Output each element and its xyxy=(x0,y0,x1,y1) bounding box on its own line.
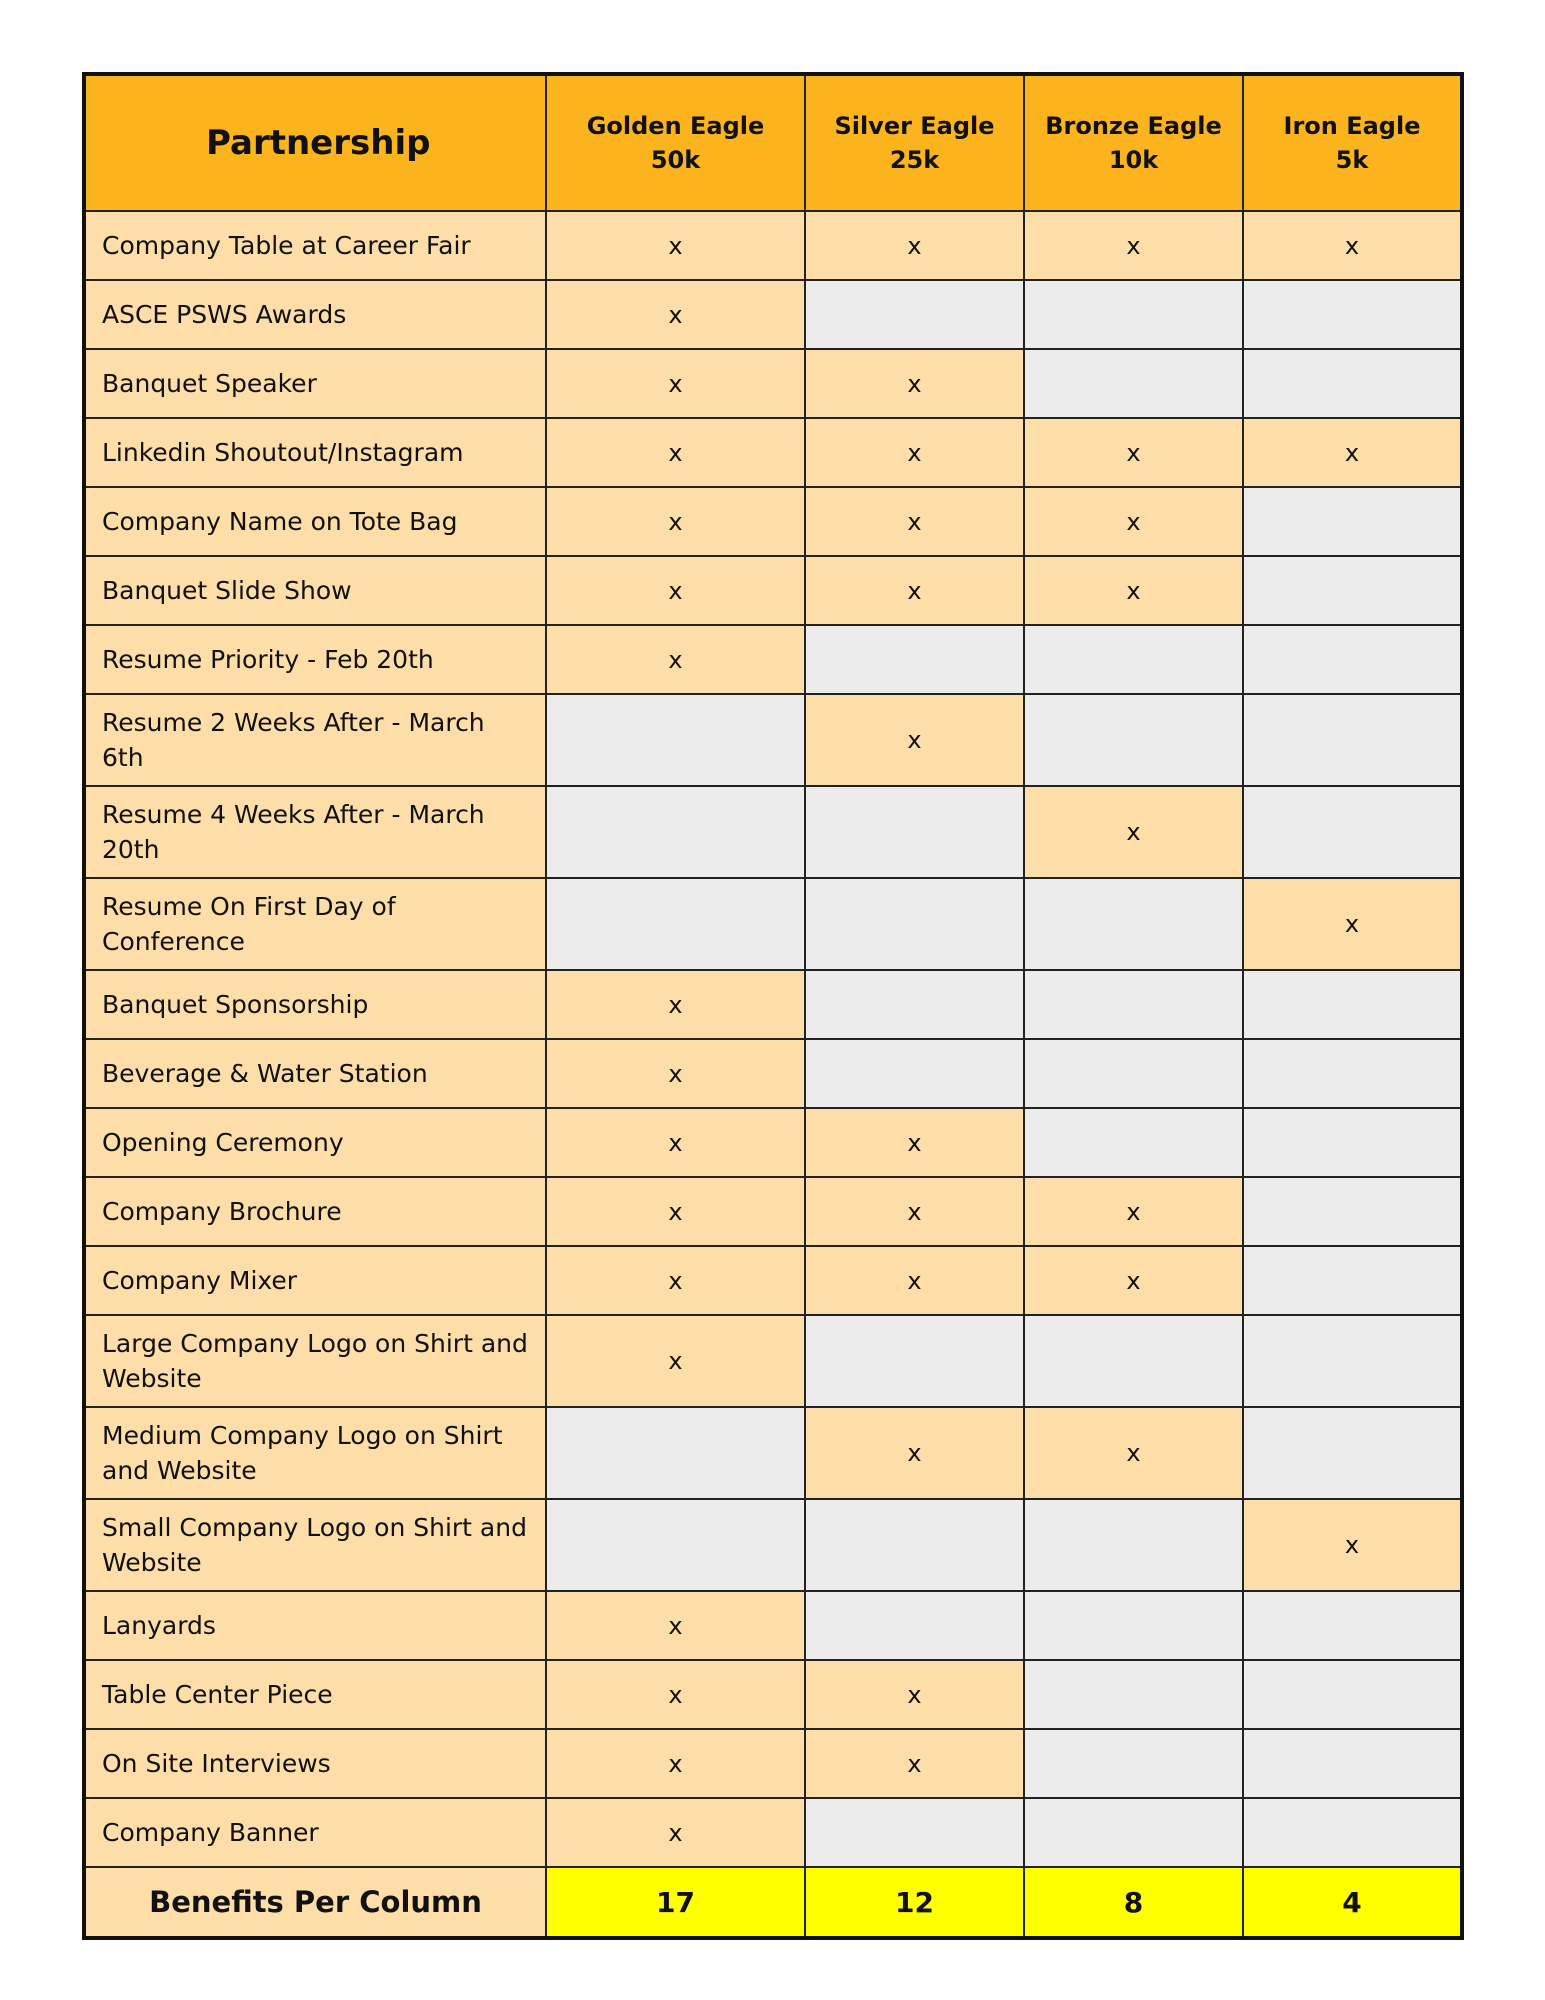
benefit-empty-cell xyxy=(805,1798,1024,1867)
benefit-label: Opening Ceremony xyxy=(84,1108,546,1177)
table-row xyxy=(84,1729,1462,1798)
benefit-empty-cell xyxy=(1243,1039,1462,1108)
benefit-included-mark: x xyxy=(1024,211,1243,280)
benefit-empty-cell xyxy=(546,1499,805,1591)
benefit-included-mark: x xyxy=(546,211,805,280)
benefit-empty-cell xyxy=(1243,1591,1462,1660)
benefit-included-mark: x xyxy=(805,1246,1024,1315)
table-row xyxy=(84,487,1462,556)
table-row xyxy=(84,1039,1462,1108)
table-row xyxy=(84,1591,1462,1660)
benefit-empty-cell xyxy=(1243,1108,1462,1177)
table-row xyxy=(84,1108,1462,1177)
benefit-label: On Site Interviews xyxy=(84,1729,546,1798)
benefit-included-mark: x xyxy=(805,487,1024,556)
benefit-rows xyxy=(84,211,1462,1867)
benefit-included-mark: x xyxy=(546,1177,805,1246)
benefit-empty-cell xyxy=(546,786,805,878)
benefit-empty-cell xyxy=(1024,970,1243,1039)
benefit-label: Company Banner xyxy=(84,1798,546,1867)
benefit-empty-cell xyxy=(805,625,1024,694)
benefit-included-mark: x xyxy=(805,1660,1024,1729)
benefit-empty-cell xyxy=(1024,878,1243,970)
table-row xyxy=(84,1798,1462,1867)
benefit-empty-cell xyxy=(1243,1246,1462,1315)
benefit-label: Company Name on Tote Bag xyxy=(84,487,546,556)
benefit-empty-cell xyxy=(546,878,805,970)
benefit-label: Beverage & Water Station xyxy=(84,1039,546,1108)
total-silver-eagle: 12 xyxy=(805,1867,1024,1938)
total-golden-eagle: 17 xyxy=(546,1867,805,1938)
benefit-empty-cell xyxy=(1024,1729,1243,1798)
benefit-empty-cell xyxy=(1243,556,1462,625)
benefit-empty-cell xyxy=(1024,1499,1243,1591)
benefit-empty-cell xyxy=(1243,1407,1462,1499)
benefit-empty-cell xyxy=(1024,1108,1243,1177)
table-row xyxy=(84,280,1462,349)
benefit-empty-cell xyxy=(805,1315,1024,1407)
benefit-label: Company Brochure xyxy=(84,1177,546,1246)
tier-amount: 25k xyxy=(889,146,940,174)
benefit-empty-cell xyxy=(1243,1177,1462,1246)
benefit-label: Medium Company Logo on Shirt and Website xyxy=(84,1407,546,1499)
tier-name: Golden Eagle xyxy=(586,112,765,140)
benefit-label: Banquet Speaker xyxy=(84,349,546,418)
benefit-included-mark: x xyxy=(1243,418,1462,487)
benefit-included-mark: x xyxy=(1024,1407,1243,1499)
benefit-empty-cell xyxy=(1243,1315,1462,1407)
total-bronze-eagle: 8 xyxy=(1024,1867,1243,1938)
benefit-included-mark: x xyxy=(805,1177,1024,1246)
header-row xyxy=(84,74,1462,211)
table-row xyxy=(84,418,1462,487)
benefit-empty-cell xyxy=(1024,349,1243,418)
benefit-label: Banquet Slide Show xyxy=(84,556,546,625)
benefit-included-mark: x xyxy=(546,1729,805,1798)
benefit-included-mark: x xyxy=(805,211,1024,280)
benefit-empty-cell xyxy=(1024,625,1243,694)
benefit-empty-cell xyxy=(1024,1039,1243,1108)
tier-amount: 50k xyxy=(650,146,701,174)
table-row xyxy=(84,1407,1462,1499)
benefit-empty-cell xyxy=(1024,1798,1243,1867)
benefit-empty-cell xyxy=(1024,1591,1243,1660)
benefit-included-mark: x xyxy=(546,487,805,556)
table-row xyxy=(84,625,1462,694)
benefit-included-mark: x xyxy=(546,1591,805,1660)
table-row xyxy=(84,556,1462,625)
benefit-included-mark: x xyxy=(805,418,1024,487)
benefit-empty-cell xyxy=(546,1407,805,1499)
benefit-included-mark: x xyxy=(546,556,805,625)
benefit-label: Company Table at Career Fair xyxy=(84,211,546,280)
tier-name: Silver Eagle xyxy=(834,112,995,140)
table-row xyxy=(84,1499,1462,1591)
benefit-included-mark: x xyxy=(1024,418,1243,487)
table-row xyxy=(84,1660,1462,1729)
benefit-empty-cell xyxy=(805,1039,1024,1108)
tier-name: Iron Eagle xyxy=(1283,112,1421,140)
table-row xyxy=(84,211,1462,280)
benefit-included-mark: x xyxy=(805,556,1024,625)
benefit-empty-cell xyxy=(1243,1729,1462,1798)
benefit-empty-cell xyxy=(1024,1315,1243,1407)
benefit-included-mark: x xyxy=(1024,556,1243,625)
tier-name: Bronze Eagle xyxy=(1045,112,1222,140)
benefit-included-mark: x xyxy=(1024,1177,1243,1246)
benefit-empty-cell xyxy=(805,280,1024,349)
tier-header-golden-eagle xyxy=(546,74,805,211)
table-row xyxy=(84,1315,1462,1407)
total-iron-eagle: 4 xyxy=(1243,1867,1462,1938)
benefit-included-mark: x xyxy=(546,625,805,694)
benefit-label: Resume 4 Weeks After - March 20th xyxy=(84,786,546,878)
benefit-empty-cell xyxy=(805,878,1024,970)
benefit-empty-cell xyxy=(1243,280,1462,349)
benefit-empty-cell xyxy=(1024,280,1243,349)
benefit-label: Resume 2 Weeks After - March 6th xyxy=(84,694,546,786)
benefit-label: Small Company Logo on Shirt and Website xyxy=(84,1499,546,1591)
totals-row xyxy=(84,1867,1462,1938)
benefit-included-mark: x xyxy=(805,1108,1024,1177)
benefit-label: Linkedin Shoutout/Instagram xyxy=(84,418,546,487)
benefit-included-mark: x xyxy=(546,1039,805,1108)
benefit-empty-cell xyxy=(1024,1660,1243,1729)
benefit-included-mark: x xyxy=(546,1246,805,1315)
benefit-empty-cell xyxy=(1024,694,1243,786)
benefit-included-mark: x xyxy=(546,280,805,349)
benefit-included-mark: x xyxy=(546,1108,805,1177)
benefit-label: Large Company Logo on Shirt and Website xyxy=(84,1315,546,1407)
benefit-label: ASCE PSWS Awards xyxy=(84,280,546,349)
benefit-included-mark: x xyxy=(546,1315,805,1407)
table-row xyxy=(84,878,1462,970)
benefit-empty-cell xyxy=(1243,625,1462,694)
benefit-empty-cell xyxy=(1243,786,1462,878)
benefit-empty-cell xyxy=(805,970,1024,1039)
benefit-empty-cell xyxy=(805,1499,1024,1591)
partnership-table xyxy=(82,72,1464,1940)
benefit-included-mark: x xyxy=(546,970,805,1039)
benefit-included-mark: x xyxy=(1024,786,1243,878)
benefit-empty-cell xyxy=(1243,970,1462,1039)
table-row xyxy=(84,1177,1462,1246)
benefit-empty-cell xyxy=(1243,487,1462,556)
table-row xyxy=(84,970,1462,1039)
table-row xyxy=(84,694,1462,786)
tier-amount: 10k xyxy=(1108,146,1159,174)
benefit-included-mark: x xyxy=(805,694,1024,786)
benefit-included-mark: x xyxy=(546,1660,805,1729)
tier-header-bronze-eagle xyxy=(1024,74,1243,211)
benefit-included-mark: x xyxy=(546,349,805,418)
table-row xyxy=(84,1246,1462,1315)
benefit-empty-cell xyxy=(1243,1660,1462,1729)
tier-header-iron-eagle xyxy=(1243,74,1462,211)
benefit-included-mark: x xyxy=(1243,878,1462,970)
benefit-empty-cell xyxy=(1243,349,1462,418)
table-row xyxy=(84,349,1462,418)
benefit-included-mark: x xyxy=(805,349,1024,418)
benefit-empty-cell xyxy=(546,694,805,786)
benefit-included-mark: x xyxy=(546,1798,805,1867)
tier-header-silver-eagle xyxy=(805,74,1024,211)
benefit-empty-cell xyxy=(805,786,1024,878)
tier-amount: 5k xyxy=(1335,146,1369,174)
benefit-empty-cell xyxy=(1243,1798,1462,1867)
benefit-label: Resume On First Day of Conference xyxy=(84,878,546,970)
benefit-included-mark: x xyxy=(805,1407,1024,1499)
benefit-included-mark: x xyxy=(546,418,805,487)
benefit-included-mark: x xyxy=(1024,487,1243,556)
benefit-label: Banquet Sponsorship xyxy=(84,970,546,1039)
benefit-label: Lanyards xyxy=(84,1591,546,1660)
benefit-included-mark: x xyxy=(805,1729,1024,1798)
benefit-empty-cell xyxy=(805,1591,1024,1660)
totals-label: Benefits Per Column xyxy=(84,1867,546,1938)
benefit-label: Company Mixer xyxy=(84,1246,546,1315)
benefit-label: Table Center Piece xyxy=(84,1660,546,1729)
benefit-included-mark: x xyxy=(1024,1246,1243,1315)
benefit-empty-cell xyxy=(1243,694,1462,786)
benefit-included-mark: x xyxy=(1243,211,1462,280)
table-title: Partnership xyxy=(84,74,546,211)
benefit-included-mark: x xyxy=(1243,1499,1462,1591)
benefit-label: Resume Priority - Feb 20th xyxy=(84,625,546,694)
table-row xyxy=(84,786,1462,878)
